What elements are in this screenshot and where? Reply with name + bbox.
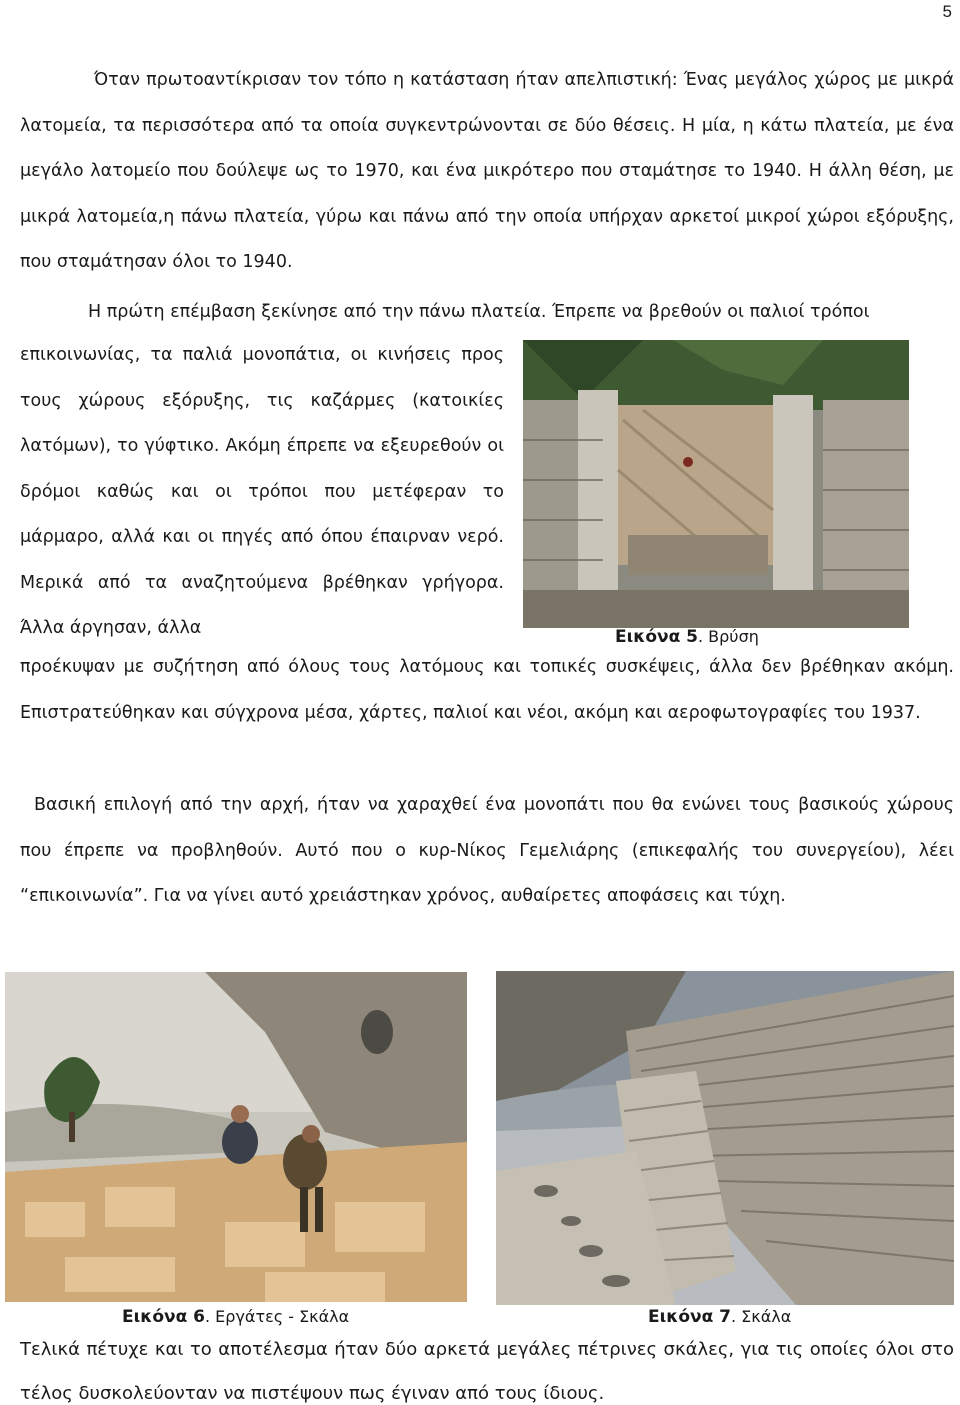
paragraph-2-wrapped: επικοινωνίας, τα παλιά μονοπάτια, οι κινήσεις προς τους χώρους εξόρυξης, τις καζάρμες (κατοικίες λατόμων), το γύφτικο. Ακόμη έπρεπε να εξευρεθούν οι δρόμοι καθώς και οι τρόποι που μετέφεραν το μάρμαρο, αλλά και οι πηγές από όπου έπαιρναν νερό. Μερικά από τα αναζητούμενα βρέθηκαν γρήγορα. Άλλα άργησαν, άλλα: [20, 345, 504, 638]
figure-6-caption: Εικόνα 6. Εργάτες - Σκάλα: [122, 1307, 350, 1327]
figure-7-caption: Εικόνα 7. Σκάλα: [648, 1307, 792, 1327]
figure-6-text: Εργάτες - Σκάλα: [215, 1307, 350, 1326]
paragraph-3: Βασική επιλογή από την αρχή, ήταν να χαραχθεί ένα μονοπάτι που θα ενώνει τους βασικούς χώρους που έπρεπε να προβληθούν. Αυτό που ο κυρ-Νίκος Γεμελιάρης (επικεφαλής του συνεργείου), λέει “επικοινωνία”. Για να γίνει αυτό χρειάστηκαν χρόνος, αυθαίρετες αποφάσεις και τύχη.: [20, 795, 954, 906]
figure-5-fountain-photo: [523, 340, 909, 628]
figure-5-text: Βρύση: [708, 627, 759, 646]
figure-7-label: Εικόνα 7: [648, 1307, 731, 1327]
figure-6-label: Εικόνα 6: [122, 1307, 205, 1327]
paragraph-2-first-line: [20, 290, 954, 336]
paragraph-1: Όταν πρωτοαντίκρισαν τον τόπο η κατάσταση ήταν απελπιστική: Ένας μεγάλος χώρος με μικρά λατομεία, τα περισσότερα από τα οποία συγκεντρώνονται σε δύο θέσεις. Η μία, η κάτω πλατεία, με ένα μεγάλο λατομείο που δούλεψε ως το 1970, και ένα μικρότερο που σταμάτησε το 1940. Η άλλη θέση, με μικρά λατομεία,η πάνω πλατεία, γύρω και πάνω από την οποία υπήρχαν αρκετοί μικροί χώροι εξόρυξης, που σταμάτησαν όλοι το 1940.: [20, 70, 954, 272]
figure-5-caption: Εικόνα 5. Βρύση: [615, 627, 759, 647]
paragraph-2-tail: προέκυψαν με συζήτηση από όλους τους λατόμους και τοπικές συσκέψεις, άλλα δεν βρέθηκαν ακόμη. Επιστρατεύθηκαν και σύγχρονα μέσα, χάρτες, παλιοί και νέοι, ακόμη και αεροφωτογραφίες του 1937.: [20, 657, 954, 723]
paragraph-2-lead: Η πρώτη επέμβαση ξεκίνησε από την πάνω πλατεία. Έπρεπε να βρεθούν οι παλιοί τρόποι: [88, 302, 870, 322]
paragraph-4: Τελικά πέτυχε και το αποτέλεσμα ήταν δύο αρκετά μεγάλες πέτρινες σκάλες, για τις οποίες όλοι στο τέλος δυσκολεύονταν να πιστέψουν πως έγιναν από τους ίδιους.: [20, 1339, 954, 1404]
figure-6-workers-photo: [5, 972, 467, 1302]
figure-7-stairs-photo: [496, 971, 954, 1305]
figure-5-label: Εικόνα 5: [615, 627, 698, 647]
figure-7-text: Σκάλα: [741, 1307, 792, 1326]
page-number: 5: [942, 2, 952, 21]
